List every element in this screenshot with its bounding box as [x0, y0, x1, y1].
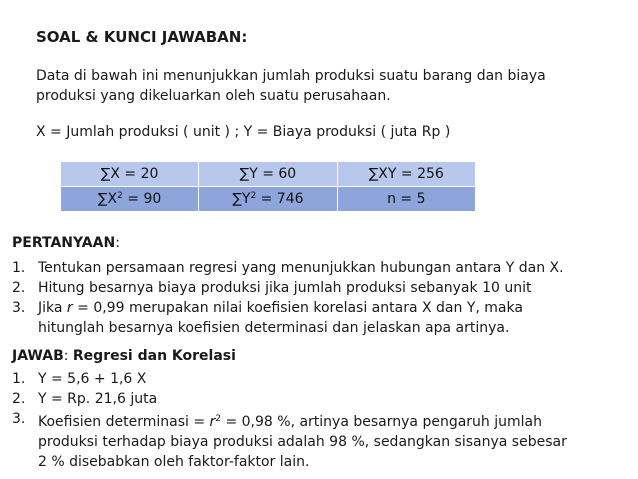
answers-heading: JAWAB: Regresi dan Korelasi [12, 348, 236, 364]
intro-line-1: Data di bawah ini menunjukkan jumlah produksi suatu barang dan biaya [36, 68, 546, 84]
sum-xy-cell: ∑XY = 256 [337, 162, 475, 187]
sum-x-squared-cell: $\sum X^2 = 90$ [61, 187, 199, 212]
summary-row [61, 162, 476, 187]
list-item: 2. Y = Rp. 21,6 juta [12, 391, 158, 407]
questions-heading: PERTANYAAN: [12, 235, 120, 251]
summary-row [61, 187, 476, 212]
list-item: 3. Koefisien determinasi = $r^2 = 0,98$ %, artinya besarnya pengaruh jumlah produksi terhadap biaya produksi adalah 98 %, sedangkan sisanya sebesar 2 % disebabkan oleh faktor-faktor lain. [12, 411, 567, 470]
list-item: 3. Jika r = 0,99 merupakan nilai koefisien korelasi antara X dan Y, maka hitunglah besarnya koefisien determinasi dan jelaskan apa artinya. [12, 300, 523, 336]
intro-line-2: produksi yang dikeluarkan oleh suatu perusahaan. [36, 88, 391, 104]
summary-table [60, 161, 476, 212]
sum-x-cell: ∑X = 20 [61, 162, 199, 187]
sum-y-cell: ∑Y = 60 [199, 162, 337, 187]
intro-paragraph [36, 66, 606, 106]
list-item: 1. Y = 5,6 + 1,6 X [12, 371, 147, 387]
list-item: 1. Tentukan persamaan regresi yang menunjukkan hubungan antara Y dan X. [12, 260, 564, 276]
list-item: 2. Hitung besarnya biaya produksi jika jumlah produksi sebanyak 10 unit [12, 280, 532, 296]
page-title: SOAL & KUNCI JAWABAN: [36, 28, 248, 46]
questions-list [12, 258, 564, 338]
n-cell: n = 5 [337, 187, 475, 212]
variable-definitions: X = Jumlah produksi ( unit ) ; Y = Biaya produksi ( juta Rp ) [36, 124, 451, 140]
sum-y-squared-cell: $\sum Y^2 = 746$ [199, 187, 337, 212]
answers-list [12, 369, 567, 472]
